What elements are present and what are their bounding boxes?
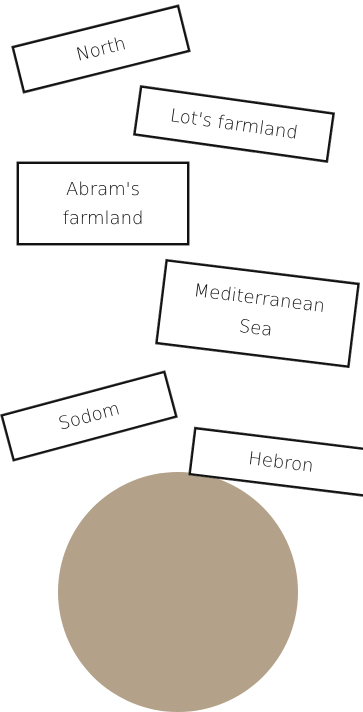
label-card-text: Mediterranean — [192, 279, 327, 317]
label-card-mediterranean-sea[interactable] — [156, 259, 360, 367]
label-card-sodom[interactable] — [1, 371, 178, 461]
label-card-text: Abram's — [65, 178, 140, 200]
map-drop-zone — [58, 472, 298, 712]
label-card-text-block — [188, 276, 326, 352]
label-card-text: North — [74, 32, 128, 66]
label-card-north[interactable] — [12, 5, 191, 93]
label-card-lots-farmland[interactable] — [133, 86, 334, 163]
label-card-text: Lot's farmland — [168, 104, 300, 144]
label-card-text: Hebron — [247, 447, 315, 477]
label-card-text: Sea — [237, 315, 274, 341]
label-card-text-block — [63, 175, 144, 233]
label-card-abrams-farmland[interactable] — [17, 162, 189, 245]
label-card-text: Sodom — [56, 397, 122, 435]
label-card-text: farmland — [62, 207, 144, 229]
